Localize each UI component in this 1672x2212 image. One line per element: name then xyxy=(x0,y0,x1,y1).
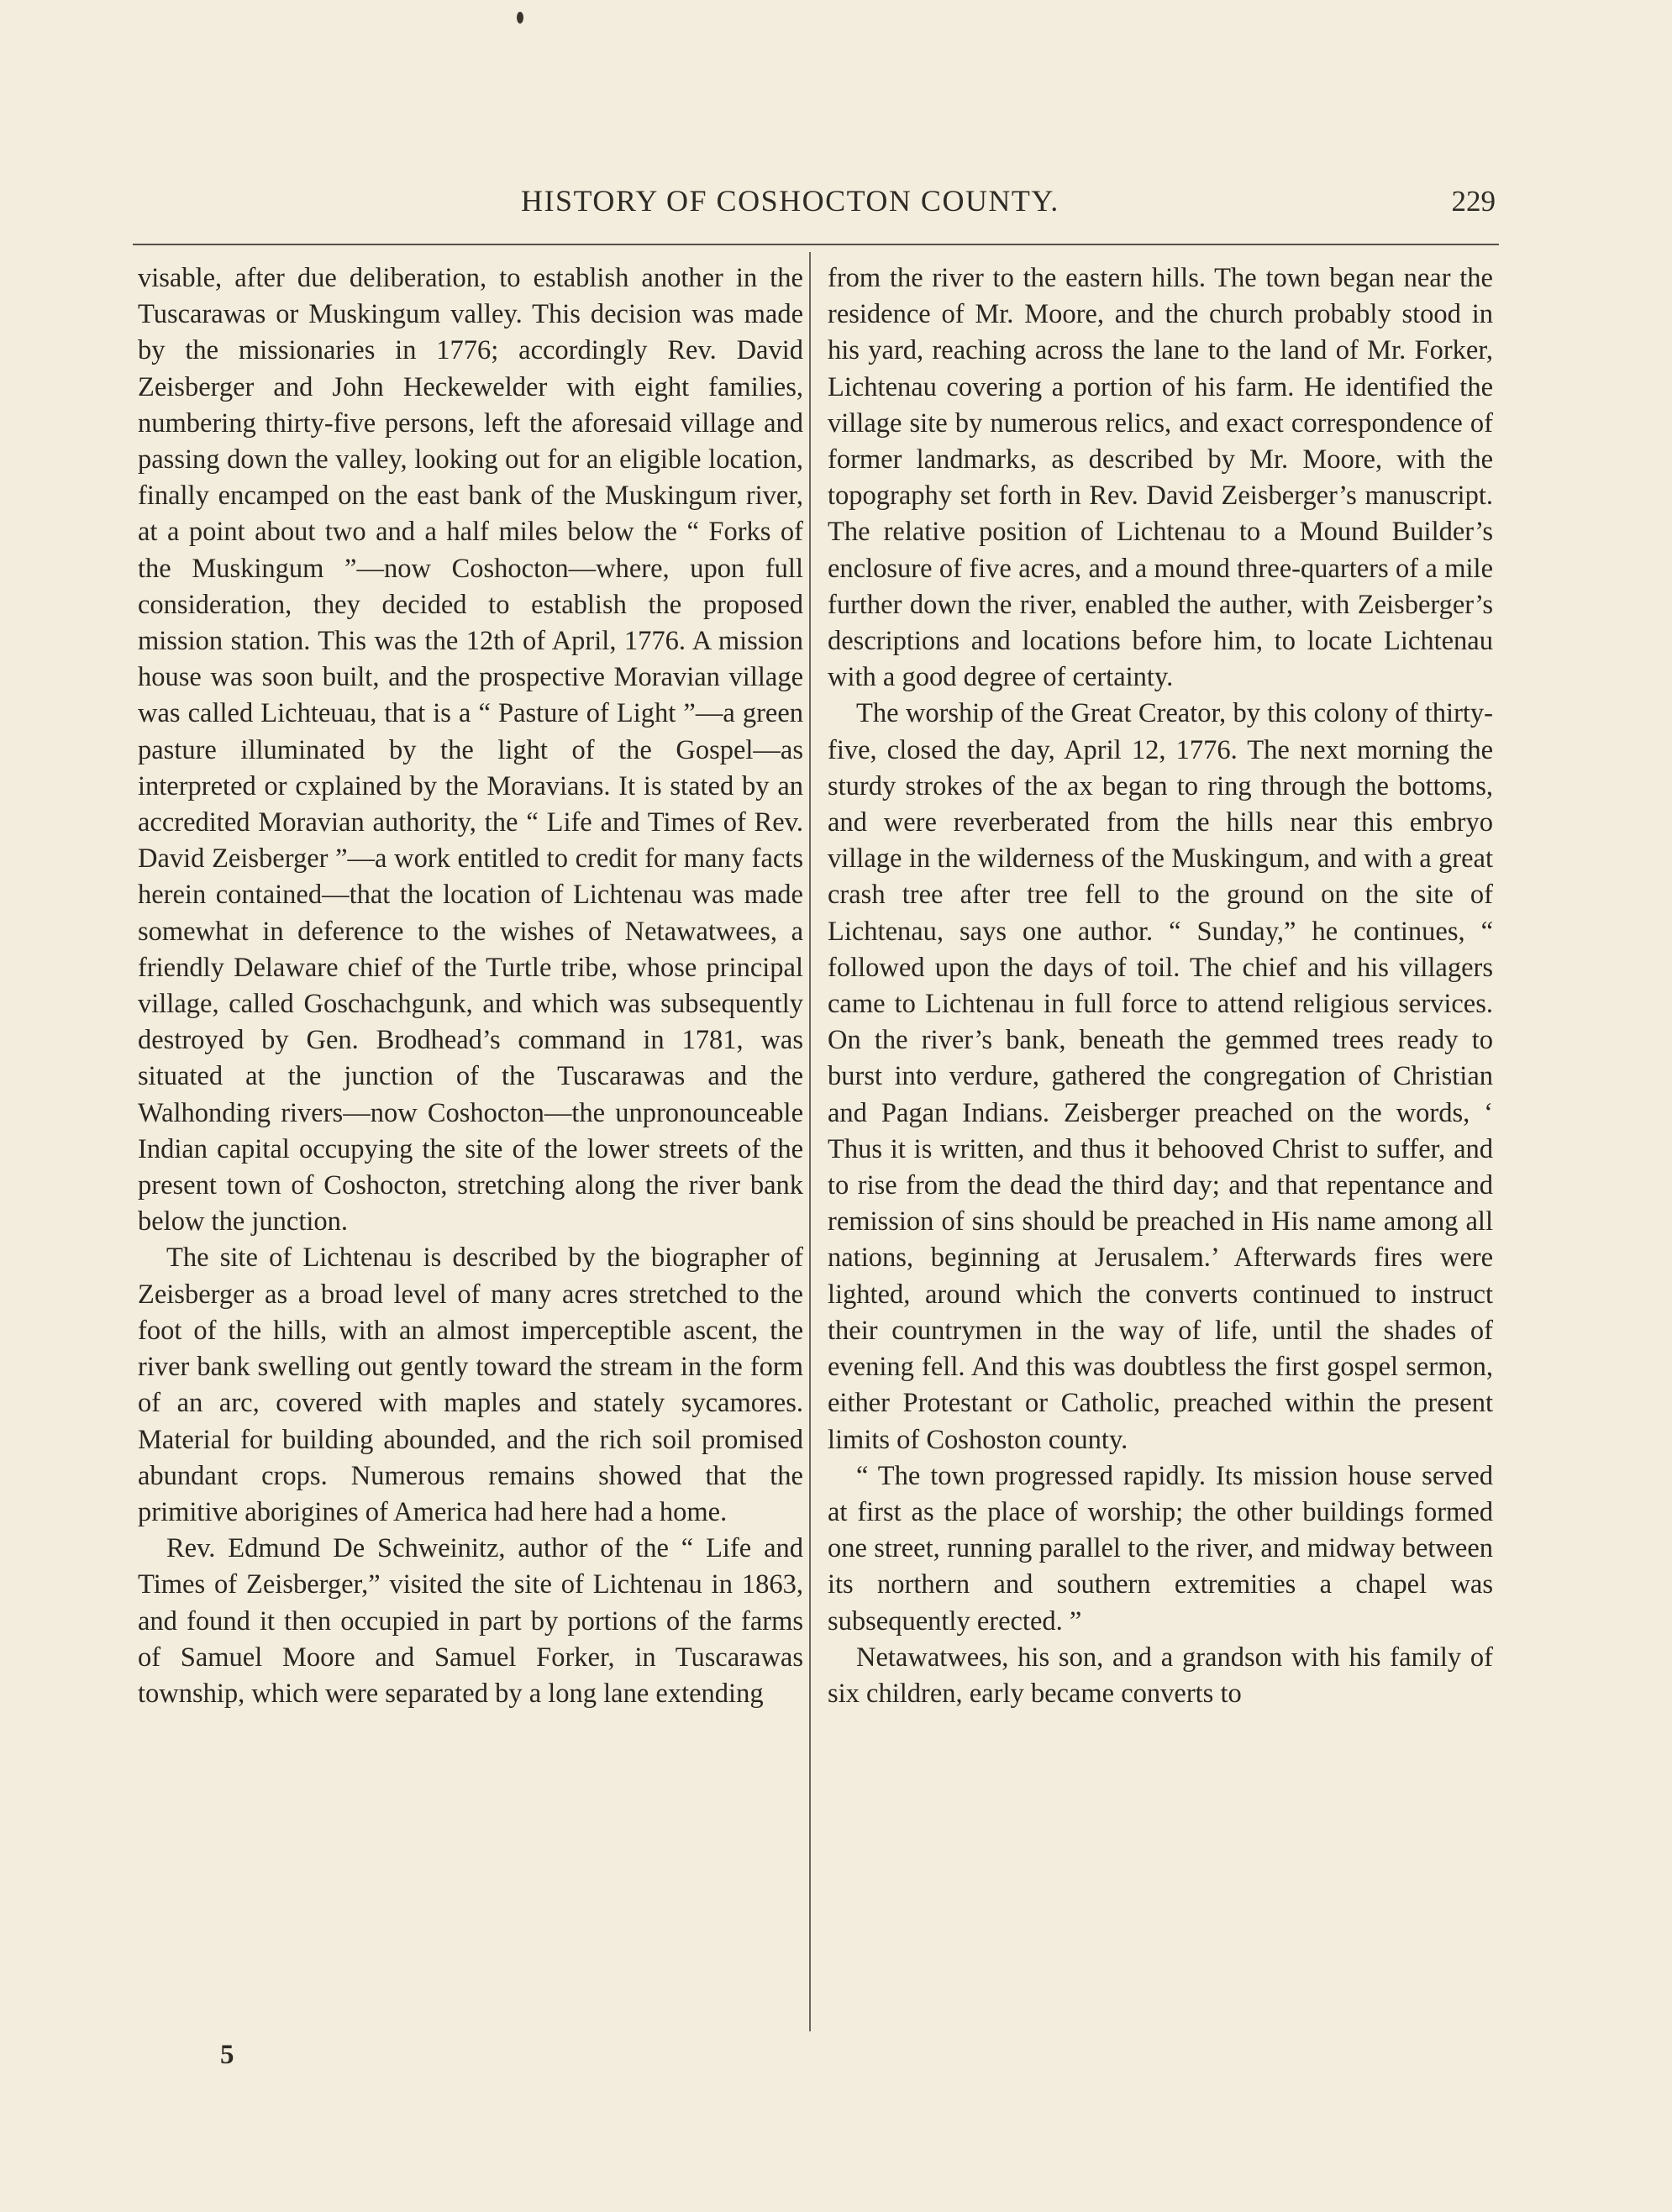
column-divider xyxy=(809,252,811,2031)
signature-mark: 5 xyxy=(220,2040,234,2070)
page-number: 229 xyxy=(1451,185,1496,218)
left-paragraph-1: visable, after due deliberation, to establish another in the Tuscarawas or Muskingum valley. This decision was made by the missionaries in 1776; accordingly Rev. David Zeisberger and John Heckewelder with eight families, numbering thirty-five persons, left the aforesaid village and passing down the valley, looking out for an eligible location, finally encamped on the east bank of the Muskingum river, at a point about two and a half miles below the “ Forks of the Muskingum ”—now Coshocton—where, upon full consideration, they decided to establish the proposed mission station. This was the 12th of April, 1776. A mission house was soon built, and the prospective Moravian village was called Lichteuau, that is a “ Pasture of Light ”—a green pasture illuminated by the light of the Gospel—as interpreted or cxplained by the Moravians. It is stated by an accredited Moravian authority, the “ Life and Times of Rev. David Zeisberger ”—a work entitled to credit for many facts herein contained—that the location of Lichtenau was made somewhat in deference to the wishes of Netawatwees, a friendly Delaware chief of the Turtle tribe, whose principal village, called Goschachgunk, and which was subsequently destroyed by Gen. Brodhead’s command in 1781, was situated at the junction of the Tuscarawas and the Walhonding rivers—now Coshocton—the unpronounceable Indian capital occupying the site of the lower streets of the present town of Coshocton, stretching along the river bank below the junction. xyxy=(138,263,803,1237)
right-paragraph-2: The worship of the Great Creator, by this colony of thirty-five, closed the day, April 12, 1776. The next morning the sturdy strokes of the ax began to ring through the bottoms, and were reverberated from the hills near this embryo village in the wilderness of the Muskingum, and with a great crash tree after tree fell to the ground on the site of Lichtenau, says one author. “ Sunday,” he continues, “ followed upon the days of toil. The chief and his villagers came to Lichtenau in full force to attend religious services. On the river’s bank, beneath the gemmed trees ready to burst into verdure, gathered the congregation of Christian and Pagan Indians. Zeisberger preached on the words, ‘ Thus it is written, and thus it behooved Christ to suffer, and to rise from the dead the third day; and that repentance and remission of sins should be preached in His name among all nations, beginning at Jerusalem.’ Afterwards fires were lighted, around which the converts continued to instruct their countrymen in the way of life, until the shades of evening fell. And this was doubtless the first gospel sermon, either Protestant or Catholic, preached within the present limits of Coshoston county. xyxy=(828,698,1493,1455)
left-column xyxy=(138,260,803,1712)
left-paragraph-3: Rev. Edmund De Schweinitz, author of the “ Life and Times of Zeisberger,” visited the site of Lichtenau in 1863, and found it then occupied in part by portions of the farms of Samuel Moore and Samuel Forker, in Tuscarawas township, which were separated by a long lane extending xyxy=(138,1533,803,1709)
right-paragraph-3: “ The town progressed rapidly. Its mission house served at first as the place of worship; the other buildings formed one street, running parallel to the river, and midway between its northern and southern extremities a chapel was subsequently erected. ” xyxy=(828,1460,1493,1637)
running-title: HISTORY OF COSHOCTON COUNTY. xyxy=(521,184,1059,218)
page-header xyxy=(134,176,1496,227)
right-paragraph-1: from the river to the eastern hills. The town began near the residence of Mr. Moore, and the church probably stood in his yard, reaching across the lane to the land of Mr. Forker, Lichtenau covering a portion of his farm. He identified the village site by numerous relics, and exact correspondence of former landmarks, as described by Mr. Moore, with the topography set forth in Rev. David Zeisberger’s manuscript. The relative position of Lichtenau to a Mound Builder’s enclosure of five acres, and a mound three-quarters of a mile further down the river, enabled the auther, with Zeisberger’s descriptions and locations before him, to locate Lichtenau with a good degree of certainty. xyxy=(828,263,1493,693)
ink-speck xyxy=(517,12,523,24)
right-paragraph-4: Netawatwees, his son, and a grandson with his family of six children, early became converts to xyxy=(828,1642,1493,1709)
left-paragraph-2: The site of Lichtenau is described by the biographer of Zeisberger as a broad level of many acres stretched to the foot of the hills, with an almost imperceptible ascent, the river bank swelling out gently toward the stream in the form of an arc, covered with maples and stately sycamores. Material for building abounded, and the rich soil promised abundant crops. Numerous remains showed that the primitive aborigines of America had here had a home. xyxy=(138,1243,803,1527)
header-rule xyxy=(133,244,1499,245)
right-column xyxy=(828,260,1493,1712)
